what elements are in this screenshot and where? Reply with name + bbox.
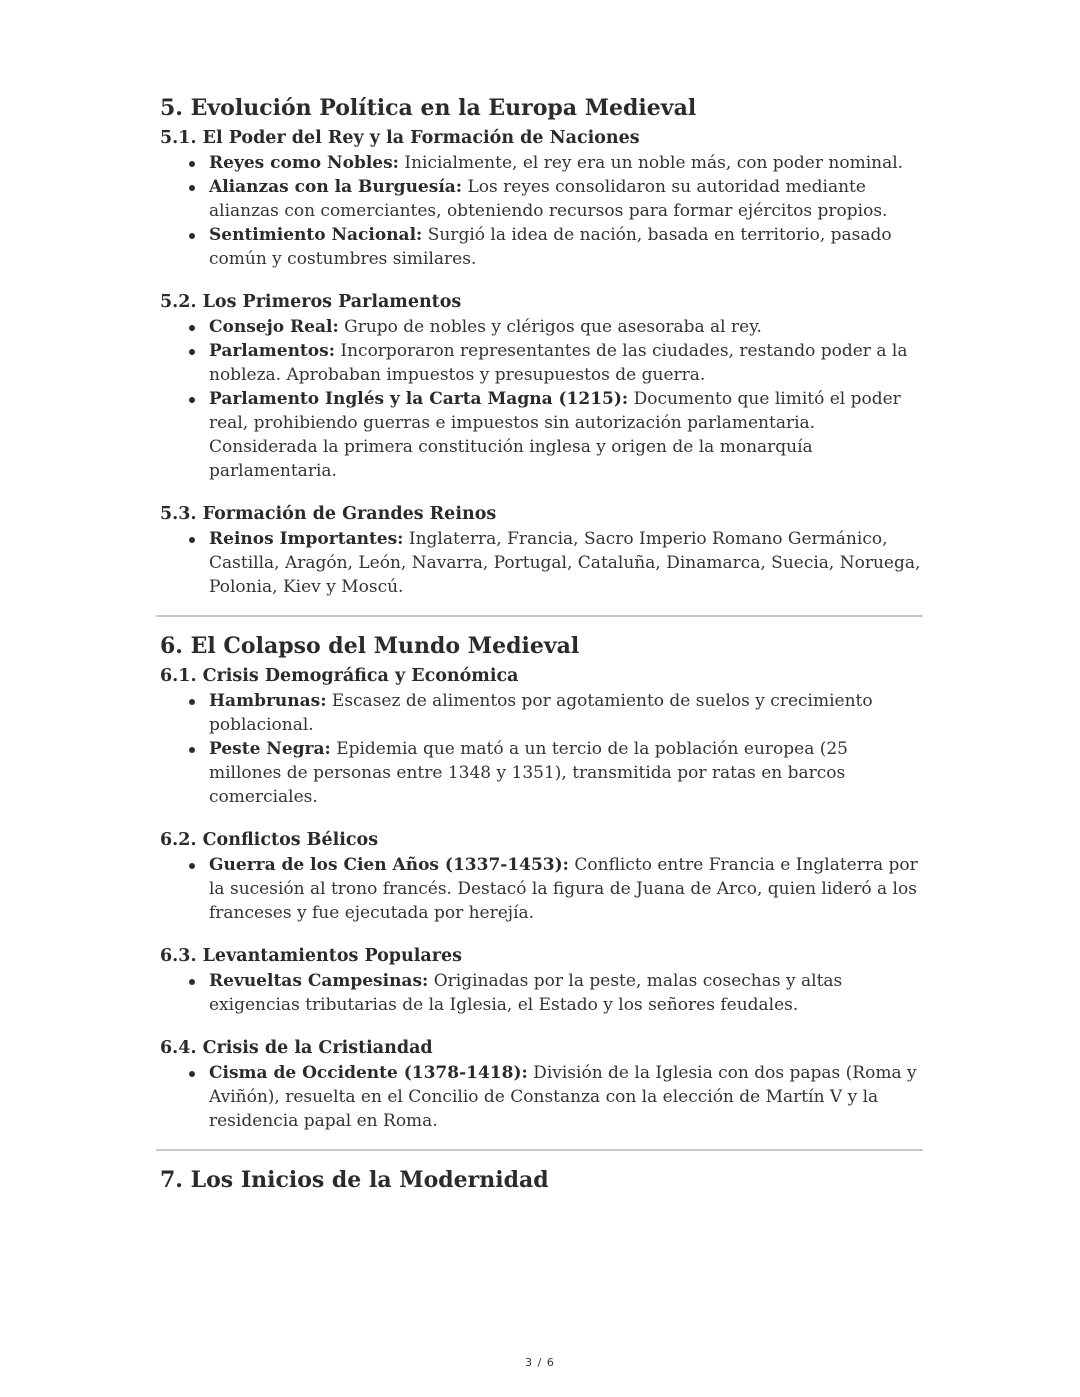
- item-term: Reyes como Nobles:: [209, 153, 399, 173]
- section-divider: [156, 615, 923, 617]
- list-item: [209, 387, 923, 483]
- section-heading: 6. El Colapso del Mundo Medieval: [160, 633, 580, 659]
- page-number: 3 / 6: [525, 1356, 555, 1369]
- list-item: [209, 315, 923, 339]
- item-text: Documento que limitó el poder real, prohibiendo guerras e impuestos sin autorización parlamentaria. Considerada la primera constitución inglesa y origen de la monarquía parlamentaria.: [209, 389, 901, 481]
- bullet-icon: [189, 863, 195, 869]
- bullet-list: [160, 315, 923, 483]
- item-text: Conflicto entre Francia e Inglaterra por la sucesión al trono francés. Destacó la figura de Juana de Arco, quien lideró a los franceses y fue ejecutada por herejía.: [209, 855, 918, 923]
- subsection-heading: 5.1. El Poder del Rey y la Formación de Naciones: [160, 128, 640, 148]
- item-text: Inicialmente, el rey era un noble más, con poder nominal.: [398, 153, 904, 173]
- list-item: [209, 1061, 923, 1133]
- item-text: Grupo de nobles y clérigos que asesoraba al rey.: [338, 317, 762, 337]
- section-heading: 5. Evolución Política en la Europa Medieval: [160, 95, 697, 121]
- item-term: Guerra de los Cien Años (1337-1453):: [209, 855, 569, 875]
- list-item: [209, 689, 923, 737]
- item-term: Peste Negra:: [209, 739, 331, 759]
- bullet-list: [160, 689, 923, 809]
- bullet-icon: [189, 325, 195, 331]
- subsection-heading: 6.3. Levantamientos Populares: [160, 946, 462, 966]
- bullet-list: [160, 527, 923, 599]
- item-text: Incorporaron representantes de las ciudades, restando poder a la nobleza. Aprobaban impuestos y presupuestos de guerra.: [209, 341, 908, 385]
- bullet-icon: [189, 979, 195, 985]
- subsection-heading: 5.2. Los Primeros Parlamentos: [160, 292, 462, 312]
- section-heading: 7. Los Inicios de la Modernidad: [160, 1167, 549, 1193]
- bullet-list: [160, 969, 923, 1017]
- section-divider: [156, 1149, 923, 1151]
- bullet-list: [160, 151, 923, 271]
- bullet-list: [160, 1061, 923, 1133]
- item-text: Escasez de alimentos por agotamiento de suelos y crecimiento poblacional.: [209, 691, 873, 735]
- item-term: Hambrunas:: [209, 691, 327, 711]
- subsection-heading: 6.2. Conflictos Bélicos: [160, 830, 379, 850]
- list-item: [209, 969, 923, 1017]
- list-item: [209, 527, 923, 599]
- bullet-icon: [189, 537, 195, 543]
- list-item: [209, 151, 923, 175]
- item-term: Alianzas con la Burguesía:: [209, 177, 463, 197]
- item-text: Surgió la idea de nación, basada en territorio, pasado común y costumbres similares.: [209, 225, 892, 269]
- bullet-icon: [189, 161, 195, 167]
- bullet-icon: [189, 185, 195, 191]
- list-item: [209, 339, 923, 387]
- bullet-icon: [189, 349, 195, 355]
- list-item: [209, 175, 923, 223]
- bullet-icon: [189, 233, 195, 239]
- list-item: [209, 737, 923, 809]
- item-term: Parlamento Inglés y la Carta Magna (1215):: [209, 389, 629, 409]
- item-term: Consejo Real:: [209, 317, 339, 337]
- subsection-heading: 6.4. Crisis de la Cristiandad: [160, 1038, 433, 1058]
- item-term: Reinos Importantes:: [209, 529, 404, 549]
- item-term: Cisma de Occidente (1378-1418):: [209, 1063, 528, 1083]
- list-item: [209, 853, 923, 925]
- subsection-heading: 6.1. Crisis Demográfica y Económica: [160, 666, 519, 686]
- document-page: [160, 93, 923, 1197]
- item-term: Sentimiento Nacional:: [209, 225, 423, 245]
- item-text: Epidemia que mató a un tercio de la población europea (25 millones de personas entre 1348 y 1351), transmitida por ratas en barcos comerciales.: [209, 739, 849, 807]
- bullet-icon: [189, 397, 195, 403]
- bullet-icon: [189, 747, 195, 753]
- item-term: Revueltas Campesinas:: [209, 971, 429, 991]
- bullet-icon: [189, 1071, 195, 1077]
- subsection-heading: 5.3. Formación de Grandes Reinos: [160, 504, 497, 524]
- list-item: [209, 223, 923, 271]
- item-term: Parlamentos:: [209, 341, 335, 361]
- item-text: Inglaterra, Francia, Sacro Imperio Romano Germánico, Castilla, Aragón, León, Navarra, Portugal, Cataluña, Dinamarca, Suecia, Noruega, Polonia, Kiev y Moscú.: [209, 529, 921, 597]
- bullet-list: [160, 853, 923, 925]
- item-text: División de la Iglesia con dos papas (Roma y Aviñón), resuelta en el Concilio de Constanza con la elección de Martín V y la residencia papal en Roma.: [209, 1063, 917, 1131]
- item-text: Originadas por la peste, malas cosechas y altas exigencias tributarias de la Iglesia, el Estado y los señores feudales.: [209, 971, 843, 1015]
- bullet-icon: [189, 699, 195, 705]
- item-text: Los reyes consolidaron su autoridad mediante alianzas con comerciantes, obteniendo recursos para formar ejércitos propios.: [209, 177, 888, 221]
